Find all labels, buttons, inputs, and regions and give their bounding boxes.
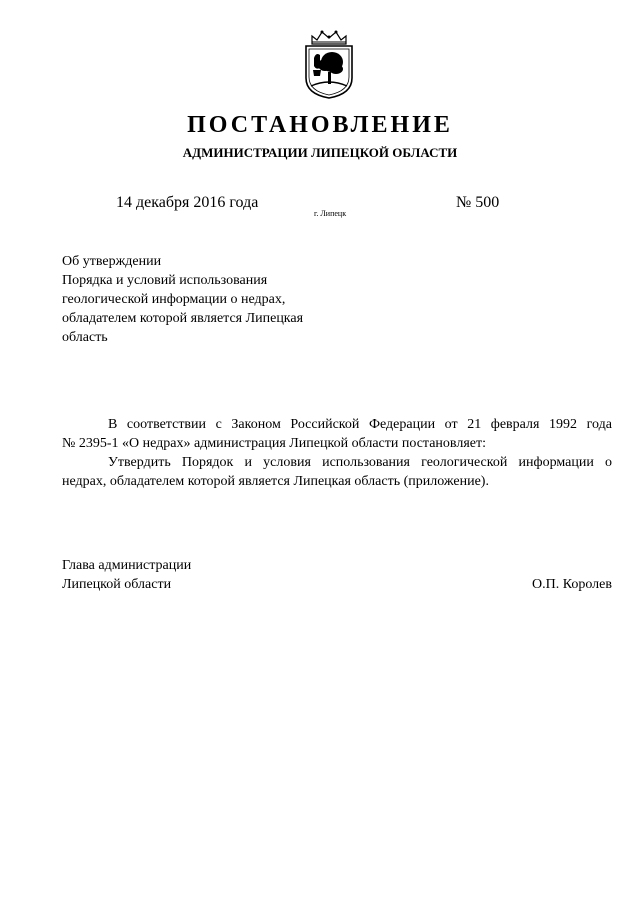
body-word: соответствии <box>126 417 207 432</box>
body-word: февраля <box>490 417 540 432</box>
signature-block <box>62 556 612 594</box>
document-body <box>62 415 612 491</box>
body-word: Законом <box>231 417 281 432</box>
document-title: ПОСТАНОВЛЕНИЕ <box>187 112 453 138</box>
body-word: Российской <box>290 417 360 432</box>
signature-row <box>62 575 612 594</box>
body-word: Порядок <box>181 455 234 470</box>
body-word: геологической <box>421 455 508 470</box>
body-word: В <box>108 417 118 432</box>
document-city: г. Липецк <box>314 209 347 218</box>
signature-row <box>62 556 612 575</box>
body-word: Федерации <box>368 417 436 432</box>
coat-of-arms-icon <box>298 28 360 100</box>
document-subject <box>62 252 303 347</box>
document-date: 14 декабря 2016 года <box>116 194 259 211</box>
document-subtitle: АДМИНИСТРАЦИИ ЛИПЕЦКОЙ ОБЛАСТИ <box>182 145 458 160</box>
subject-line: обладателем которой является Липецкая <box>62 311 304 326</box>
body-word: Утвердить <box>108 455 171 470</box>
body-word: и <box>244 455 253 470</box>
body-word: 21 <box>467 417 482 432</box>
subject-line: область <box>62 330 108 345</box>
subject-line: Порядка и условий использования <box>62 273 268 288</box>
body-word: с <box>215 417 222 432</box>
body-word: информации <box>518 455 594 470</box>
body-word: условия <box>263 455 311 470</box>
body-word: от <box>444 417 458 432</box>
body-line: недрах, обладателем которой является Липецкая область (приложение). <box>62 474 489 489</box>
body-word: 1992 <box>549 417 578 432</box>
document-number: № 500 <box>456 194 500 211</box>
signer-position: Липецкой области <box>62 577 172 592</box>
body-word: о <box>604 455 612 470</box>
body-line-justified <box>62 453 612 472</box>
subject-line: Об утверждении <box>62 254 162 269</box>
signer-position: Глава администрации <box>62 558 192 573</box>
body-word: года <box>586 417 612 432</box>
signer-name: О.П. Королев <box>532 577 612 592</box>
subject-line: геологической информации о недрах, <box>62 292 286 307</box>
body-line: № 2395-1 «О недрах» администрация Липецкой области постановляет: <box>62 436 486 451</box>
body-word: использования <box>322 455 410 470</box>
body-line-justified <box>62 415 612 434</box>
